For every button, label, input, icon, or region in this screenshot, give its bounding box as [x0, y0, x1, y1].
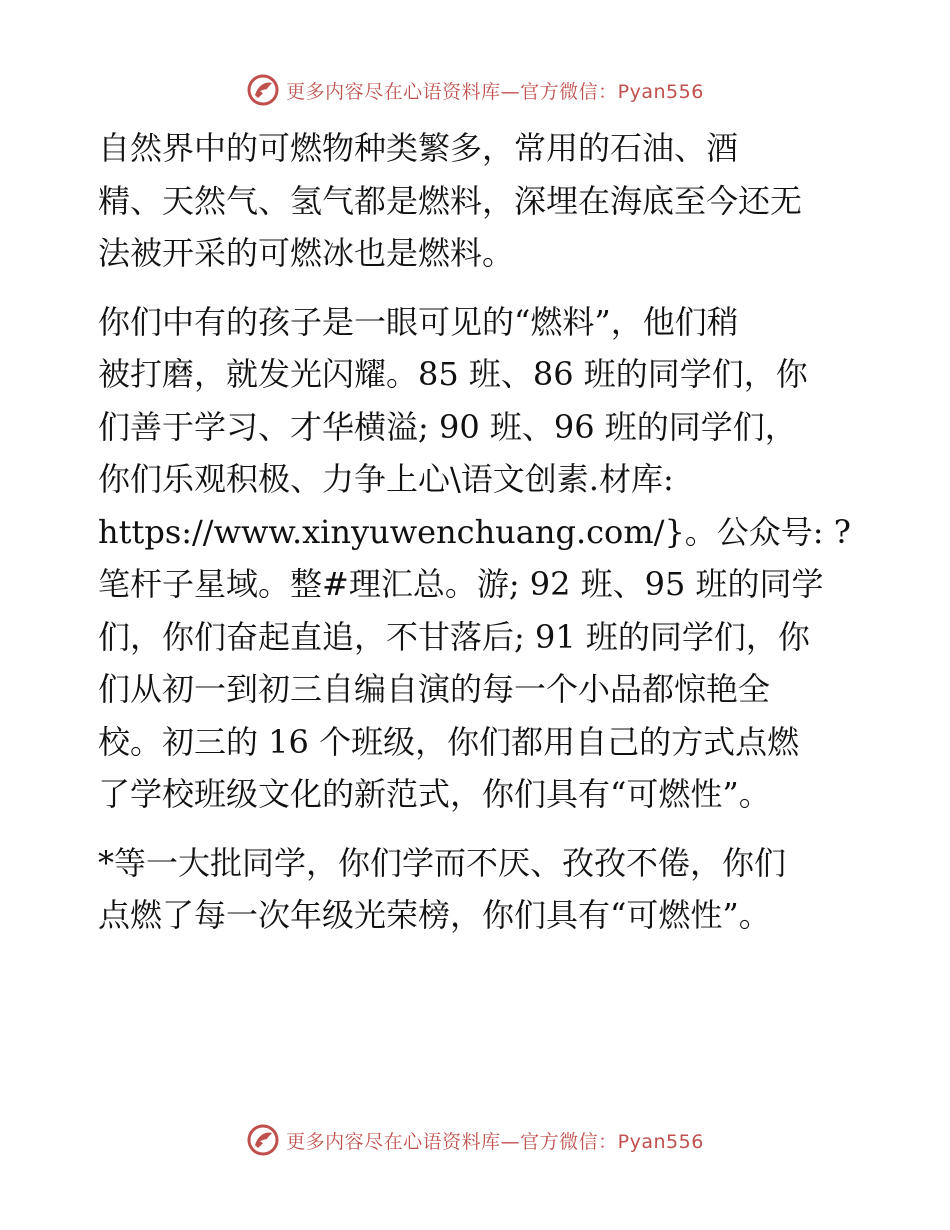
- text-line: https://www.xinyuwenchuang.com/}。公众号: ?: [98, 512, 851, 551]
- text-line: 精、天然气、氢气都是燃料，深埋在海底至今还无: [98, 181, 803, 220]
- header-banner: [0, 70, 950, 110]
- text-line: 们从初一到初三自编自演的每一个小品都惊艳全: [98, 670, 771, 708]
- logo-icon: [246, 73, 280, 107]
- document-body: [98, 122, 878, 942]
- paragraph-2: [98, 296, 878, 821]
- header-text: 更多内容尽在心语资料库—官方微信：Pyan556: [286, 80, 704, 103]
- text-line: 了学校班级文化的新范式，你们具有“可燃性”。: [98, 775, 771, 813]
- paragraph-gap: [98, 280, 878, 296]
- text-line: 被打磨，就发光闪耀。85 班、86 班的同学们，你: [98, 355, 808, 393]
- text-line: 们善于学习、才华横溢; 90 班、96 班的同学们，: [98, 407, 797, 446]
- text-line: 法被开采的可燃冰也是燃料。: [98, 234, 515, 272]
- paragraph-gap: [98, 821, 878, 837]
- text-line: 你们中有的孩子是一眼可见的“燃料”，他们稍: [98, 302, 739, 341]
- text-line: 笔杆子星域。整#理汇总。游; 92 班、95 班的同学: [98, 565, 824, 603]
- footer-banner: [0, 1120, 950, 1160]
- paragraph-1: [98, 122, 878, 280]
- paragraph-3: [98, 837, 878, 942]
- text-line: 们，你们奋起直追，不甘落后; 91 班的同学们，你: [98, 617, 810, 656]
- text-line: 自然界中的可燃物种类繁多，常用的石油、酒: [98, 129, 739, 167]
- text-line: 你们乐观积极、力争上心\语文创素.材库:: [98, 460, 674, 498]
- text-line: 校。初三的 16 个班级，你们都用自己的方式点燃: [98, 722, 800, 761]
- footer-text: 更多内容尽在心语资料库—官方微信：Pyan556: [286, 1130, 704, 1153]
- logo-icon: [246, 1123, 280, 1157]
- text-line: *等一大批同学，你们学而不厌、孜孜不倦，你们: [98, 843, 787, 882]
- text-line: 点燃了每一次年级光荣榜，你们具有“可燃性”。: [98, 896, 771, 934]
